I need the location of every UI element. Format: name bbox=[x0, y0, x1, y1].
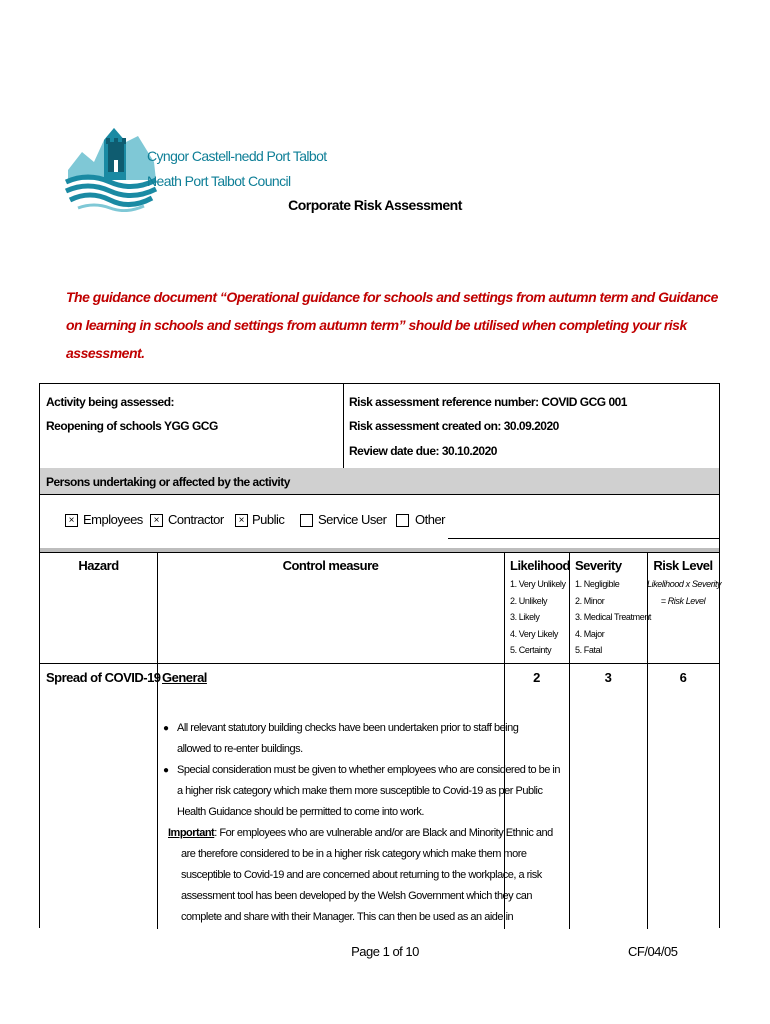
likelihood-header: Likelihood bbox=[510, 558, 570, 573]
important-line-3: susceptible to Covid-19 and are concerned about returning to the workplace, a risk bbox=[181, 869, 542, 881]
guidance-note: The guidance document “Operational guidance for schools and settings from autumn term and Guidance on learning in schools and settings from autumn term” should be utilised when completing your risk assessment. bbox=[66, 289, 718, 361]
risk-formula-line1: Likelihood x Severity bbox=[647, 579, 722, 589]
bullet-1-line-2: allowed to re-enter buildings. bbox=[177, 743, 303, 755]
likelihood-value: 2 bbox=[533, 670, 540, 685]
severity-header: Severity bbox=[575, 558, 622, 573]
hazard-header: Hazard bbox=[78, 558, 119, 573]
public-checkbox[interactable]: × bbox=[235, 514, 248, 527]
risk-level-header: Risk Level bbox=[653, 558, 713, 573]
public-label: Public bbox=[252, 512, 285, 527]
important-line-2: are therefore considered to be in a higher risk category which make them more bbox=[181, 848, 527, 860]
document-ref: CF/04/05 bbox=[628, 944, 678, 959]
bullet-1-line-1: All relevant statutory building checks have been undertaken prior to staff being bbox=[177, 722, 519, 734]
created-date: Risk assessment created on: 30.09.2020 bbox=[349, 419, 559, 433]
section-heading: General bbox=[162, 670, 207, 685]
activity-label: Activity being assessed: bbox=[46, 395, 175, 409]
bullet-2-marker: ● bbox=[163, 765, 170, 776]
important-line-4: assessment tool has been developed by the Welsh Government which they can bbox=[181, 890, 532, 902]
bullet-2-line-2: a higher risk category which make them more susceptible to Covid-19 as per Public bbox=[177, 785, 543, 797]
contractor-checkbox[interactable]: × bbox=[150, 514, 163, 527]
bullet-1-marker: ● bbox=[163, 723, 170, 734]
bullet-2-line-1: Special consideration must be given to whether employees who are considered to be in bbox=[177, 764, 560, 776]
risk-formula-line2: = Risk Level bbox=[660, 595, 706, 606]
employees-checkbox[interactable]: × bbox=[65, 514, 78, 527]
page-number: Page 1 of 10 bbox=[351, 944, 419, 959]
severity-value: 3 bbox=[604, 670, 612, 685]
service-user-label: Service User bbox=[318, 512, 387, 527]
employees-label: Employees bbox=[83, 512, 143, 527]
hazard-cell: Spread of COVID-19 bbox=[46, 670, 161, 685]
activity-value: Reopening of schools YGG GCG bbox=[46, 419, 218, 433]
other-input-line[interactable] bbox=[448, 538, 720, 539]
service-user-checkbox[interactable] bbox=[300, 514, 313, 527]
org-name-welsh: Cyngor Castell-nedd Port Talbot bbox=[147, 148, 327, 164]
important-label: Important bbox=[168, 827, 215, 839]
important-line-5: complete and share with their Manager. This can then be used as an aide in bbox=[181, 911, 514, 923]
contractor-label: Contractor bbox=[168, 512, 224, 527]
control-measure-header: Control measure bbox=[282, 558, 379, 573]
document-title: Corporate Risk Assessment bbox=[288, 197, 462, 213]
risk-level-value: 6 bbox=[679, 670, 687, 685]
risk-assessment-table: Activity being assessed: Reopening of schools YGG GCG Risk assessment reference number: COVID GCG 001 Risk assessment created on: 30.09.2020 Review date due: 30.10.2020 Persons undertaking or affected by the activity × Employees × Contractor × Public Service User Other Hazard Control measure Likelihood Severity Risk Level 1. Very Unlikely 2. Unlikely 3. Likely 4. Very Likely 5. Certainty 1. Negligible 2. Minor 3. Medical Treatment 4. Major 5. Fatal Likelihood x Severity = Risk Level Spread of COVID-19 General 2 3 6 ● All relevant statutory building checks have been undertaken prior to staff being allowed to re-enter buildings. ● Special consideration must be given to whether employees who are considered to be in a higher risk category which make them more susceptible to Covid-19 as per Public Health Guidance should be permitted to come into work. Important: For employees who are vulnerable and/or are Black and Minority Ethnic and are therefore considered to be in a higher risk category which make them more susceptible to Covid-19 and are concerned about returning to the workplace, a risk assessment tool has been developed by the Welsh Government which they can complete and share with their Manager. This can then be used as an aide in bbox=[39, 383, 720, 928]
review-date: Review date due: 30.10.2020 bbox=[349, 444, 497, 458]
reference-number: Risk assessment reference number: COVID GCG 001 bbox=[349, 395, 627, 409]
org-name-english: Neath Port Talbot Council bbox=[147, 173, 291, 189]
other-checkbox[interactable] bbox=[396, 514, 409, 527]
persons-heading: Persons undertaking or affected by the activity bbox=[46, 475, 290, 489]
other-label: Other bbox=[415, 512, 446, 527]
important-line-1: Important: For employees who are vulnerable and/or are Black and Minority Ethnic and bbox=[168, 827, 553, 839]
bullet-2-line-3: Health Guidance should be permitted to come into work. bbox=[177, 806, 424, 818]
